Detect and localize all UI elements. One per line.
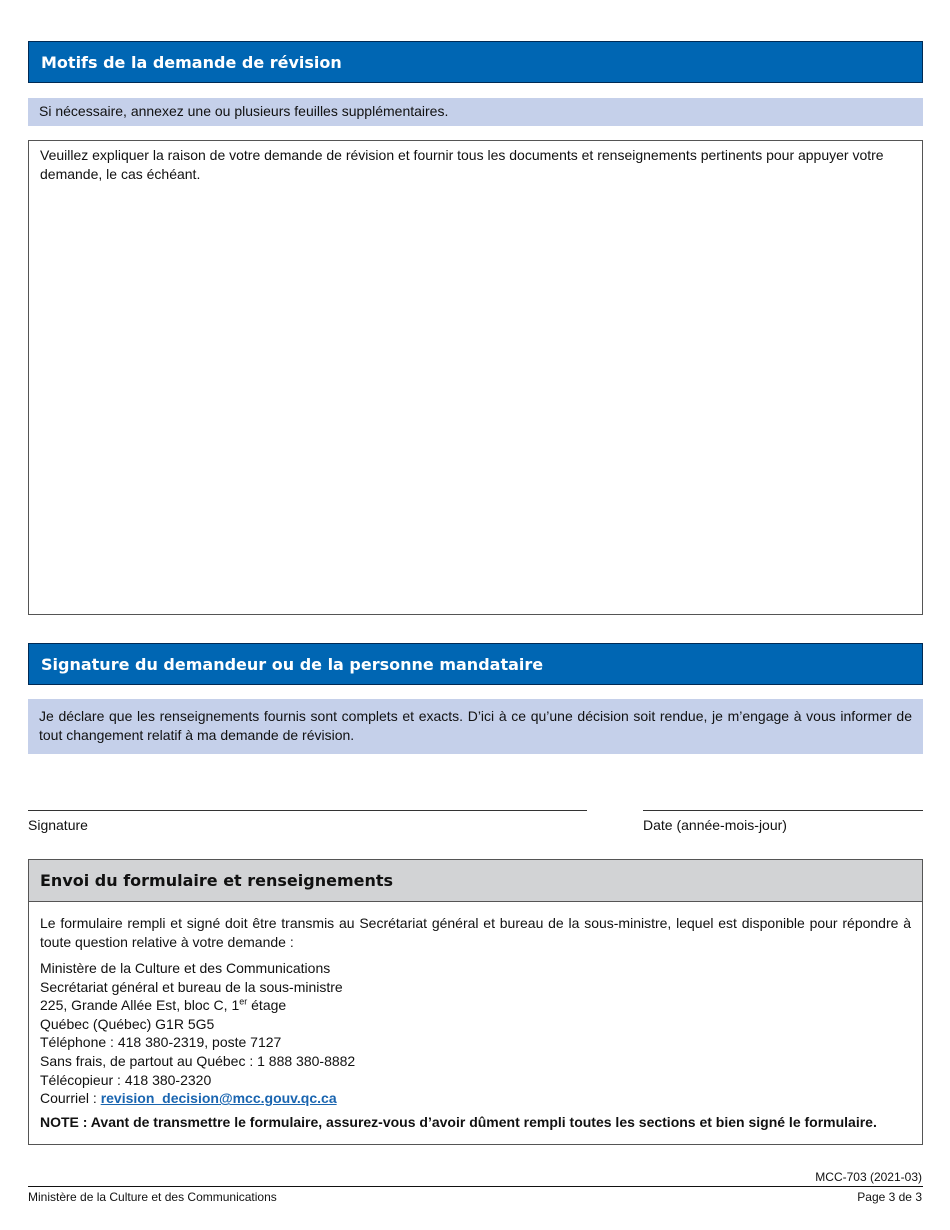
address-city: Québec (Québec) G1R 5G5 bbox=[40, 1015, 215, 1032]
footer-ministry: Ministère de la Culture et des Communications bbox=[28, 1190, 277, 1204]
envoi-header-title: Envoi du formulaire et renseignements bbox=[40, 871, 394, 890]
contact-tollfree: Sans frais, de partout au Québec : 1 888 380-8882 bbox=[40, 1052, 356, 1069]
signature-section-header bbox=[28, 643, 923, 685]
date-line[interactable] bbox=[643, 810, 923, 811]
page-number: Page 3 de 3 bbox=[857, 1190, 922, 1204]
contact-fax: Télécopieur : 418 380-2320 bbox=[40, 1071, 212, 1088]
form-code: MCC-703 (2021-03) bbox=[815, 1170, 922, 1184]
declaration-text: Je déclare que les renseignements fournis sont complets et exacts. D’ici à ce qu’une décision soit rendue, je m’engage à vous informer de tout changement relatif à ma demande de révision. bbox=[39, 708, 912, 743]
signature-header-title: Signature du demandeur ou de la personne mandataire bbox=[41, 654, 544, 674]
street-floor: étage bbox=[247, 997, 287, 1014]
envoi-info-box bbox=[28, 859, 923, 1145]
contact-phone: Téléphone : 418 380-2319, poste 7127 bbox=[40, 1034, 282, 1051]
motifs-section-header bbox=[28, 41, 923, 83]
envoi-intro: Le formulaire rempli et signé doit être transmis au Secrétariat général et bureau de la sous-ministre, lequel est disponible pour répondre à toute question relative à votre demande : bbox=[40, 915, 911, 950]
address-department: Secrétariat général et bureau de la sous-ministre bbox=[40, 978, 343, 995]
contact-email-line bbox=[40, 1089, 911, 1108]
address-organization: Ministère de la Culture et des Communications bbox=[40, 960, 331, 976]
contact-address-block bbox=[40, 959, 911, 1108]
street-text: 225, Grande Allée Est, bloc C, 1 bbox=[40, 997, 240, 1014]
address-street bbox=[40, 996, 911, 1015]
street-floor-suffix: er bbox=[239, 996, 248, 1007]
motifs-explanation-instruction: Veuillez expliquer la raison de votre demande de révision et fournir tous les documents et renseignements pertinents pour appuyer votre demande, le cas échéant. bbox=[40, 147, 884, 182]
motifs-note: Si nécessaire, annexez une ou plusieurs feuilles supplémentaires. bbox=[39, 103, 449, 119]
declaration-band bbox=[28, 699, 923, 754]
signature-label: Signature bbox=[28, 817, 88, 833]
envoi-section-header bbox=[29, 860, 922, 902]
motifs-header-title: Motifs de la demande de révision bbox=[41, 52, 342, 72]
footer-divider bbox=[28, 1186, 923, 1187]
motifs-note-band bbox=[28, 98, 923, 126]
email-label: Courriel : bbox=[40, 1090, 101, 1107]
envoi-note: NOTE : Avant de transmettre le formulaire, assurez-vous d’avoir dûment rempli toutes les sections et bien signé le formulaire. bbox=[40, 1113, 877, 1130]
signature-line[interactable] bbox=[28, 810, 587, 811]
email-link[interactable]: revision_decision@mcc.gouv.qc.ca bbox=[100, 1090, 337, 1107]
date-label: Date (année-mois-jour) bbox=[643, 817, 787, 833]
motifs-explanation-field[interactable] bbox=[28, 140, 923, 615]
